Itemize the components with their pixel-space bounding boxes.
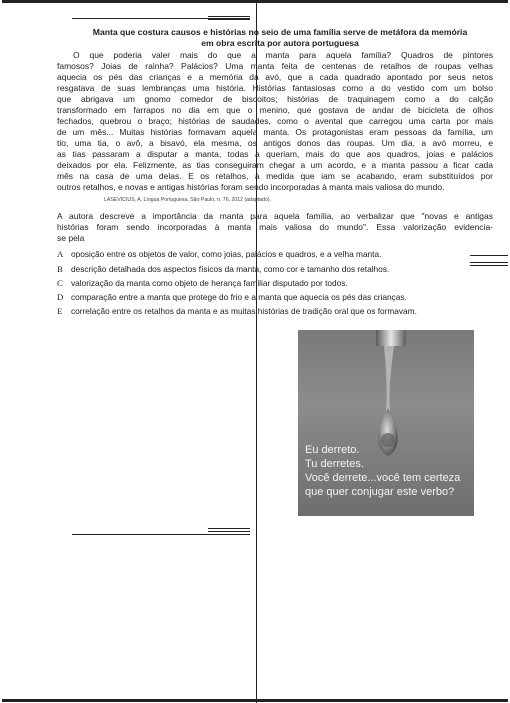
text-line: tio, uma tia, o avô, a bisavó, ela mesma, os antigos donos das roupas. Um dia, a avó morreu, e bbox=[57, 138, 493, 148]
column-double-rule bbox=[470, 262, 508, 263]
option-e[interactable] bbox=[57, 306, 503, 317]
top-border bbox=[2, 0, 508, 3]
source-citation: LASEVICIUS, A. Língua Portuguesa, São Paulo, n. 76, 2012 (adaptado). bbox=[104, 197, 271, 203]
text-line: as tias passaram a disputar a manta, todas a queriam, mais do que aos quadros, joias e palácios bbox=[57, 149, 493, 159]
text-line: aquecia os pés das crianças e a memória da avó, que a cada quadrado apontado por seus netos bbox=[57, 72, 493, 82]
caption-line: que quer conjugar este verbo? bbox=[305, 486, 455, 498]
option-text: oposição entre os objetos de valor, como joias, palácios e quadros, e a velha manta. bbox=[71, 249, 382, 259]
option-a[interactable] bbox=[57, 249, 503, 260]
option-letter: C bbox=[57, 278, 63, 288]
option-letter: B bbox=[57, 264, 63, 274]
faucet-pipe bbox=[376, 330, 406, 346]
question-line: se pela bbox=[57, 233, 85, 243]
text-line: resgatava de suas lembranças uma história. Histórias fantasiosas como a do vestido com um bolso bbox=[57, 83, 493, 93]
question-line: histórias foram sendo incorporadas à manta mais valiosa do mundo". Essa valorização evidencia- bbox=[57, 222, 493, 232]
text-line: de um mês... Muitas histórias formavam aquela manta. Os protagonistas eram pessoas da família, um bbox=[57, 127, 493, 137]
text-line: mês na casa de uma delas. E os retalhos, à medida que iam se acabando, eram substituídos por bbox=[57, 171, 493, 181]
text-line: transformado em farrapos no dia em que o menino, que gostava de andar de bicicleta de olhos bbox=[57, 105, 493, 115]
text-line: O que poderia valer mais do que a manta para aquela família? Quadros de pintores bbox=[73, 50, 493, 60]
option-c[interactable] bbox=[57, 278, 503, 289]
footer-double-rule bbox=[208, 531, 250, 532]
text-line: outros retalhos, e novas e antigas histórias foram sendo incorporadas à manta mais valiosa do mundo. bbox=[57, 182, 445, 192]
option-d[interactable] bbox=[57, 292, 503, 303]
title-line: Manta que costura causos e histórias no seio de uma família serve de metáfora da memória bbox=[92, 27, 468, 37]
footer-rule bbox=[72, 534, 250, 535]
text-line: famosos? Joias de rainha? Palácios? Uma manta feita de centenas de retalhos de roupas velhas bbox=[57, 61, 493, 71]
header-double-rule bbox=[208, 16, 250, 17]
option-letter: A bbox=[57, 249, 64, 259]
option-text: comparação entre a manta que protege do frio e a manta que aquecia os pés das crianças. bbox=[71, 292, 407, 302]
text-line: que abrigava um gnomo comedor de biscoitos; histórias de traquinagem como a do calção bbox=[57, 94, 493, 104]
text-line: fechados, quebrou o braço; histórias de saudades, como o avental que carregou uma carta por mais bbox=[57, 116, 493, 126]
text-line: deixados por ela. Felizmente, as tias conseguiram chegar a um acordo, e a manta passou a ficar cada bbox=[57, 160, 493, 170]
option-text: valorização da manta como objeto de herança familiar disputado por todos. bbox=[71, 278, 348, 288]
option-b[interactable] bbox=[57, 264, 503, 275]
caption-line: Eu derreto. bbox=[305, 444, 360, 456]
article-title bbox=[56, 27, 504, 49]
question-line: A autora descreve a importância da manta para aquela família, ao verbalizar que "novas e antigas bbox=[57, 211, 493, 221]
caption-line: Tu derretes. bbox=[305, 458, 364, 470]
faucet-drop-image bbox=[298, 330, 474, 516]
footer-double-rule bbox=[208, 528, 250, 529]
bottom-border bbox=[2, 699, 508, 702]
option-text: descrição detalhada dos aspectos físicos da manta, como cor e tamanho dos retalhos. bbox=[71, 264, 390, 274]
option-letter: D bbox=[57, 292, 64, 302]
image-caption bbox=[305, 443, 460, 499]
caption-line: Você derrete...você tem certeza bbox=[305, 472, 461, 484]
header-double-rule bbox=[208, 19, 250, 20]
option-letter: E bbox=[57, 306, 63, 316]
option-text: correlação entre os retalhos da manta e as muitas histórias de tradição oral que os formavam. bbox=[71, 306, 417, 316]
title-line: em obra escrita por autora portuguesa bbox=[201, 38, 359, 48]
